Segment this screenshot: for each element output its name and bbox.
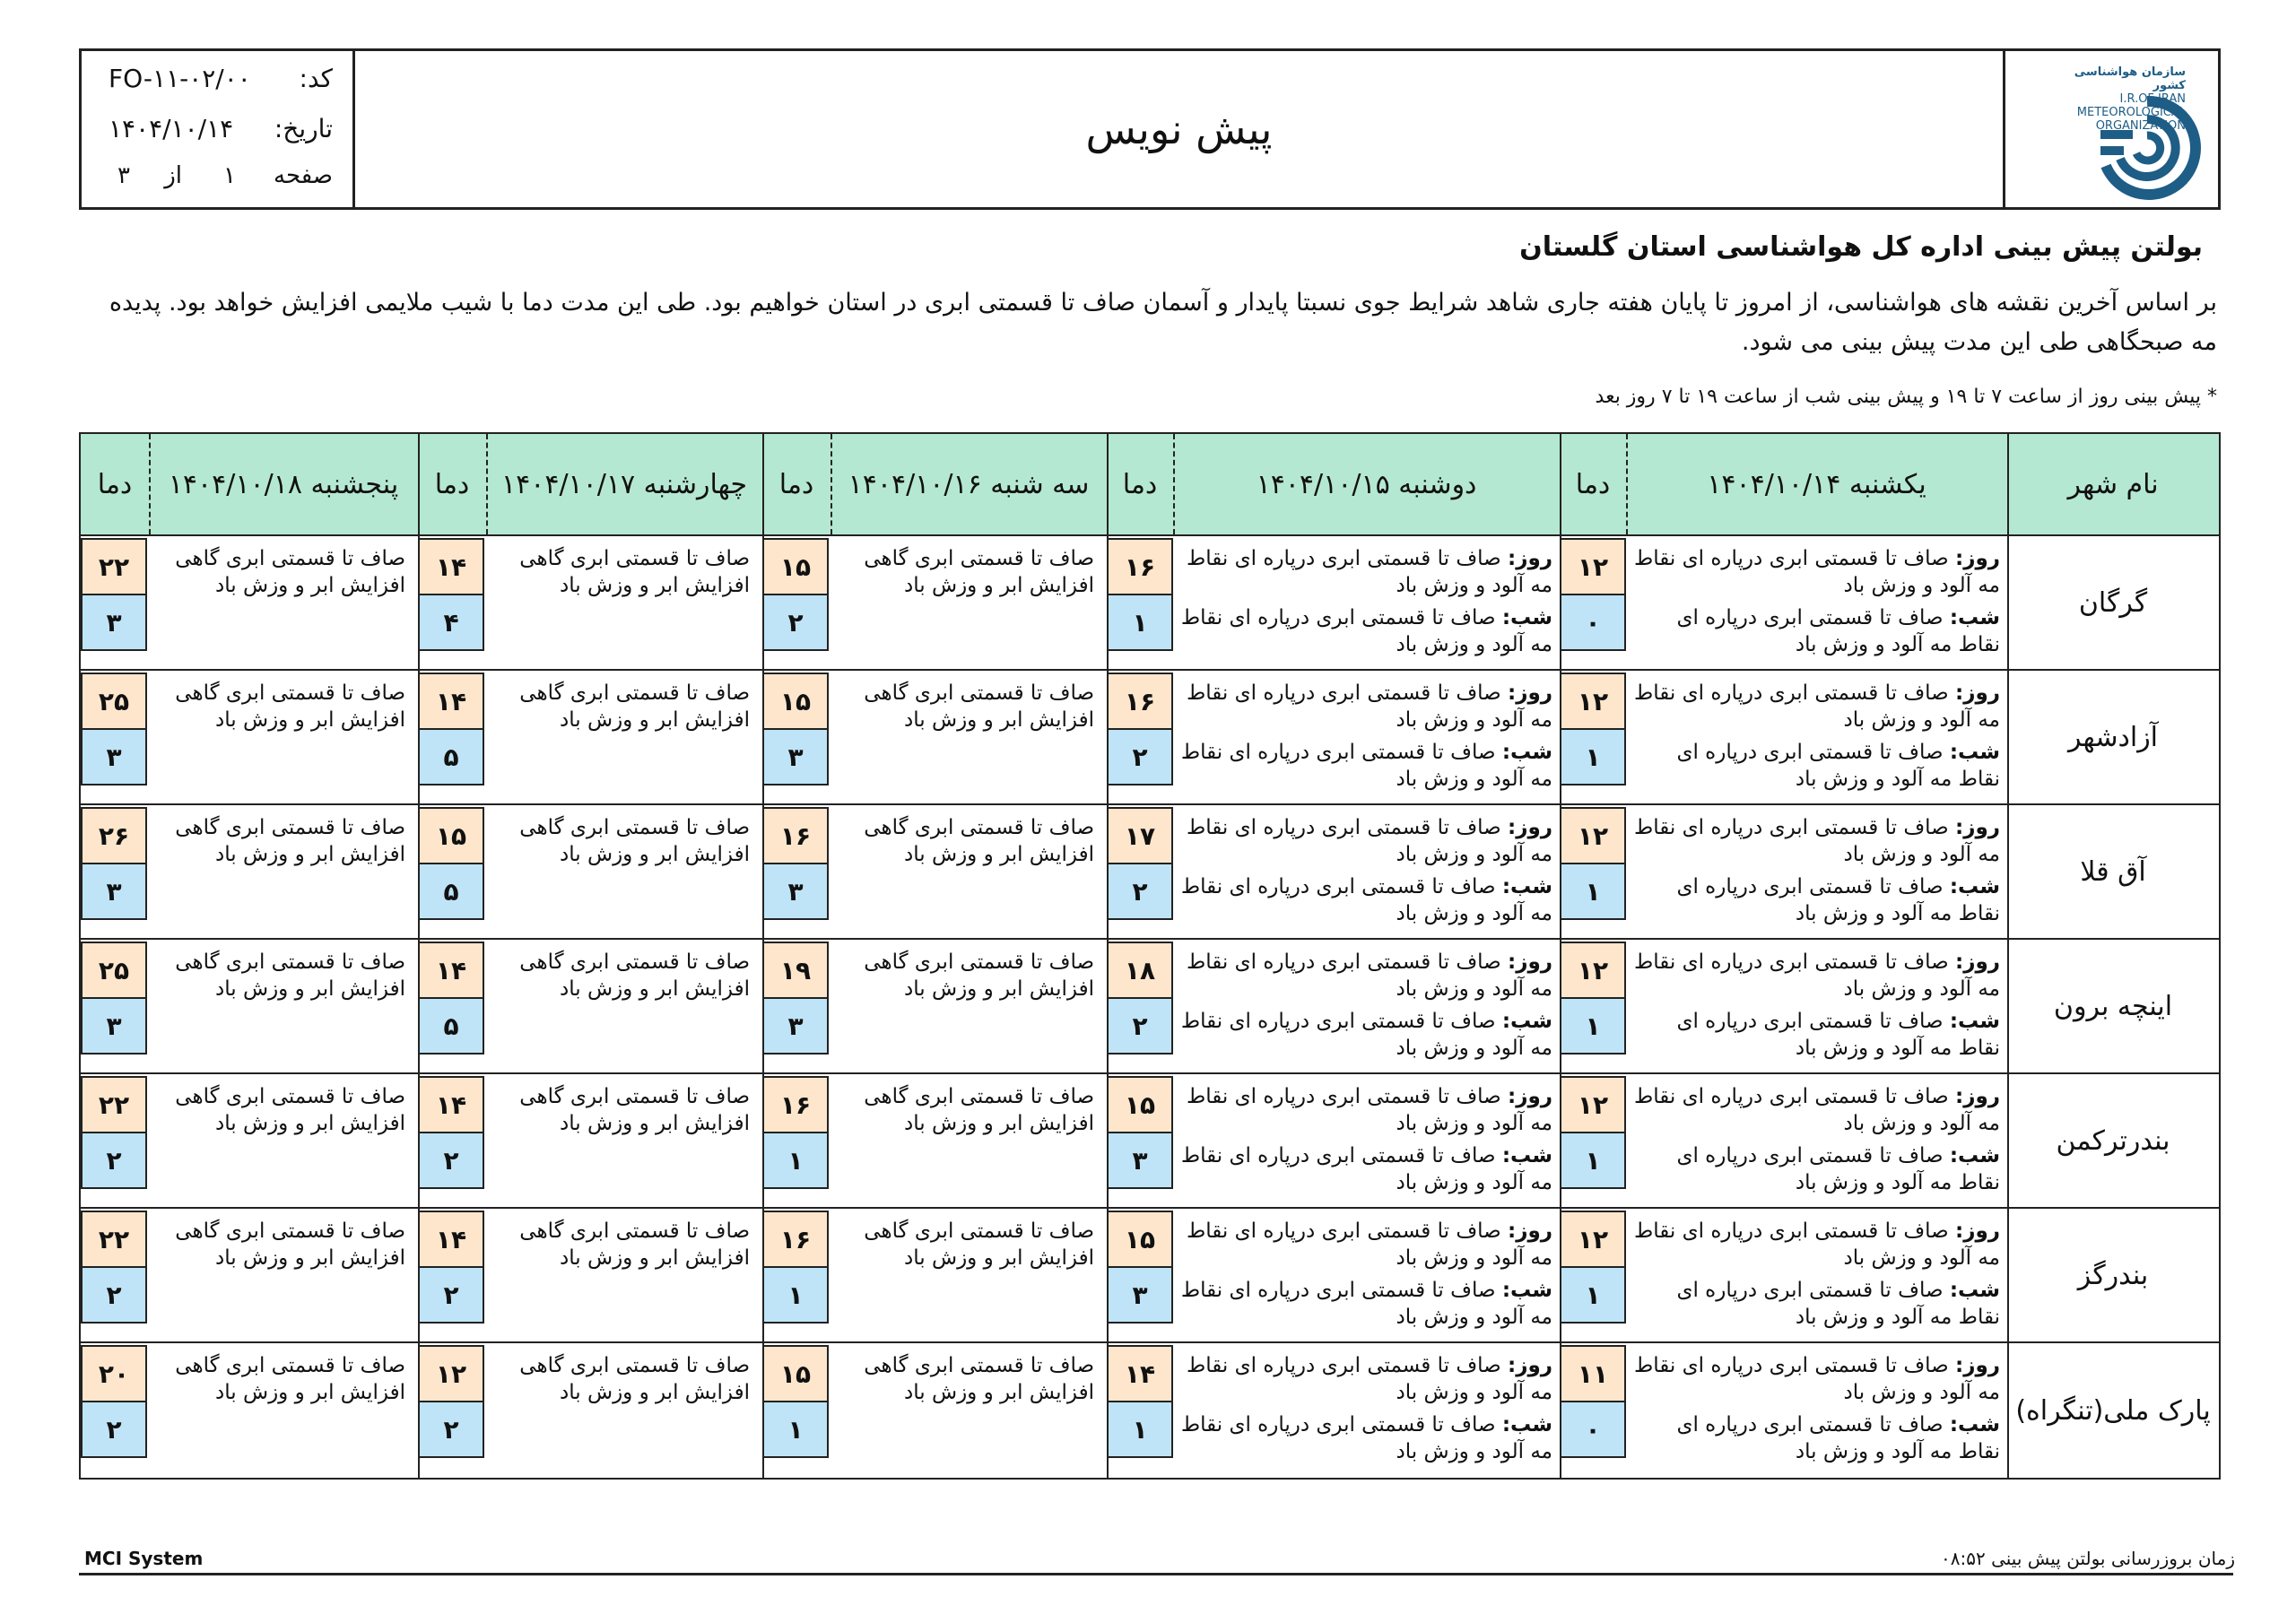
max-temperature: ۱۲ bbox=[1561, 809, 1624, 863]
max-temperature: ۱۵ bbox=[420, 809, 483, 863]
day-condition-text: صاف تا قسمتی ابری درپاره ای نقاط مه آلود و وزش باد bbox=[1634, 1354, 2000, 1404]
day-condition bbox=[1180, 1083, 1552, 1137]
day-label: روز: bbox=[1508, 681, 1552, 705]
date-value: ۱۴۰۴/۱۰/۱۴ bbox=[109, 114, 234, 143]
day-condition-text: صاف تا قسمتی ابری درپاره ای نقاط مه آلود و وزش باد bbox=[1187, 950, 1552, 1001]
night-label: شب: bbox=[1949, 741, 2000, 764]
night-condition bbox=[1180, 1142, 1552, 1196]
city-name: گرگان bbox=[2078, 586, 2148, 619]
max-temperature: ۲۲ bbox=[83, 1078, 145, 1132]
condition-text: صاف تا قسمتی ابری گاهی افزایش ابر و وزش باد bbox=[864, 547, 1094, 597]
day-condition-text: صاف تا قسمتی ابری درپاره ای نقاط مه آلود و وزش باد bbox=[1187, 1085, 1552, 1135]
column-divider bbox=[762, 434, 764, 1478]
city-column-header: نام شهر bbox=[2067, 468, 2159, 500]
day-night-condition bbox=[1180, 1218, 1552, 1331]
temp-column-header: دما bbox=[97, 468, 133, 500]
day-condition bbox=[1180, 680, 1552, 733]
footer-system-name: MCI System bbox=[84, 1548, 204, 1569]
header-dashed-divider bbox=[486, 434, 488, 534]
day-night-condition bbox=[1633, 1352, 2000, 1465]
day-condition-text: صاف تا قسمتی ابری درپاره ای نقاط مه آلود و وزش باد bbox=[1187, 1219, 1552, 1270]
condition-text: صاف تا قسمتی ابری گاهی افزایش ابر و وزش باد bbox=[519, 1085, 750, 1135]
day-label: روز: bbox=[1955, 681, 2000, 705]
min-temperature: ۱ bbox=[1561, 1132, 1624, 1187]
max-temperature: ۱۲ bbox=[1561, 1212, 1624, 1266]
day-night-condition bbox=[1633, 1083, 2000, 1196]
day-condition bbox=[1633, 814, 2000, 868]
max-temperature: ۱۴ bbox=[1109, 1347, 1171, 1401]
max-temperature: ۲۲ bbox=[83, 1212, 145, 1266]
condition-text: صاف تا قسمتی ابری گاهی افزایش ابر و وزش باد bbox=[519, 816, 750, 866]
min-temperature: ۲ bbox=[1109, 728, 1171, 784]
column-divider bbox=[1560, 434, 1561, 1478]
day-column-header: پنجشنبه ۱۴۰۴/۱۰/۱۸ bbox=[168, 468, 399, 500]
max-temperature: ۱۶ bbox=[764, 1078, 827, 1132]
max-temperature: ۱۹ bbox=[764, 943, 827, 997]
table-row bbox=[81, 536, 2219, 671]
max-temperature: ۱۲ bbox=[1561, 540, 1624, 594]
table-row bbox=[81, 1343, 2219, 1478]
night-label: شب: bbox=[1949, 1144, 2000, 1167]
bulletin-body: بر اساس آخرین نقشه های هواشناسی، از امروز تا پایان هفته جاری شاهد شرایط جوی نسبتا پایدار و آسمان صاف تا قسمتی ابری در استان خواهیم بود. طی این مدت دما با شیب ملایمی افزایش خواهد بود. پدیده مه صبحگاهی طی این مدت پیش بینی می شود. bbox=[109, 289, 2217, 356]
day-condition-text: صاف تا قسمتی ابری درپاره ای نقاط مه آلود و وزش باد bbox=[1634, 681, 2000, 732]
night-label: شب: bbox=[1501, 1279, 1552, 1302]
day-night-condition bbox=[1180, 1083, 1552, 1196]
day-condition-text: صاف تا قسمتی ابری درپاره ای نقاط مه آلود و وزش باد bbox=[1187, 816, 1552, 866]
max-temperature: ۱۵ bbox=[1109, 1212, 1171, 1266]
day-condition bbox=[1633, 1083, 2000, 1137]
temperature-box bbox=[1107, 942, 1173, 1055]
table-row bbox=[81, 1074, 2219, 1209]
temperature-box bbox=[81, 673, 147, 785]
night-condition bbox=[1180, 739, 1552, 793]
day-night-condition bbox=[1633, 545, 2000, 658]
column-divider bbox=[418, 434, 420, 1478]
condition-text: صاف تا قسمتی ابری گاهی افزایش ابر و وزش باد bbox=[864, 1219, 1094, 1270]
temperature-box bbox=[1560, 673, 1626, 785]
max-temperature: ۱۴ bbox=[420, 674, 483, 728]
condition-text: صاف تا قسمتی ابری گاهی افزایش ابر و وزش باد bbox=[519, 950, 750, 1001]
temperature-box bbox=[1107, 538, 1173, 651]
min-temperature: ۱ bbox=[1109, 594, 1171, 649]
city-name: بندرترکمن bbox=[2056, 1124, 2170, 1157]
night-label: شب: bbox=[1501, 741, 1552, 764]
night-condition bbox=[1633, 1411, 2000, 1465]
min-temperature: ۲ bbox=[420, 1266, 483, 1322]
header-dashed-divider bbox=[831, 434, 832, 534]
min-temperature: ۳ bbox=[764, 997, 827, 1053]
night-label: شب: bbox=[1949, 1010, 2000, 1033]
night-condition-text: صاف تا قسمتی ابری درپاره ای نقاط مه آلود و وزش باد bbox=[1180, 1413, 1552, 1463]
temperature-box bbox=[762, 1211, 829, 1324]
footer-update-time: زمان بروزرسانی بولتن پیش بینی ۰۸:۵۲ bbox=[1941, 1548, 2235, 1569]
day-night-condition bbox=[1633, 680, 2000, 793]
condition-text: صاف تا قسمتی ابری گاهی افزایش ابر و وزش باد bbox=[864, 816, 1094, 866]
max-temperature: ۱۲ bbox=[420, 1347, 483, 1401]
temperature-box bbox=[1560, 807, 1626, 920]
max-temperature: ۱۲ bbox=[1561, 943, 1624, 997]
max-temperature: ۲۵ bbox=[83, 943, 145, 997]
temperature-box bbox=[81, 807, 147, 920]
night-condition bbox=[1180, 1277, 1552, 1331]
min-temperature: ۲ bbox=[83, 1401, 145, 1456]
max-temperature: ۱۸ bbox=[1109, 943, 1171, 997]
night-label: شب: bbox=[1501, 1413, 1552, 1436]
day-condition bbox=[1633, 949, 2000, 1002]
min-temperature: ۳ bbox=[83, 997, 145, 1053]
max-temperature: ۱۵ bbox=[1109, 1078, 1171, 1132]
condition-text: صاف تا قسمتی ابری گاهی افزایش ابر و وزش باد bbox=[519, 547, 750, 597]
date-label: تاریخ: bbox=[274, 114, 333, 143]
document-meta bbox=[82, 51, 355, 207]
min-temperature: ۳ bbox=[1109, 1266, 1171, 1322]
min-temperature: ۰ bbox=[1561, 594, 1624, 649]
night-label: شب: bbox=[1501, 875, 1552, 898]
temperature-box bbox=[418, 807, 484, 920]
day-label: روز: bbox=[1508, 1354, 1552, 1377]
night-condition bbox=[1633, 1142, 2000, 1196]
temperature-box bbox=[762, 942, 829, 1055]
day-condition-text: صاف تا قسمتی ابری درپاره ای نقاط مه آلود و وزش باد bbox=[1187, 1354, 1552, 1404]
temperature-box bbox=[418, 1345, 484, 1458]
max-temperature: ۱۲ bbox=[1561, 1078, 1624, 1132]
min-temperature: ۳ bbox=[1109, 1132, 1171, 1187]
condition-text: صاف تا قسمتی ابری گاهی افزایش ابر و وزش باد bbox=[175, 1354, 405, 1404]
min-temperature: ۱ bbox=[1109, 1401, 1171, 1456]
min-temperature: ۰ bbox=[1561, 1401, 1624, 1456]
max-temperature: ۱۷ bbox=[1109, 809, 1171, 863]
condition-text: صاف تا قسمتی ابری گاهی افزایش ابر و وزش باد bbox=[175, 950, 405, 1001]
night-label: شب: bbox=[1949, 875, 2000, 898]
day-night-condition bbox=[1180, 814, 1552, 927]
min-temperature: ۴ bbox=[420, 594, 483, 649]
condition-text: صاف تا قسمتی ابری گاهی افزایش ابر و وزش باد bbox=[175, 681, 405, 732]
min-temperature: ۱ bbox=[1561, 997, 1624, 1053]
max-temperature: ۲۰ bbox=[83, 1347, 145, 1401]
day-night-condition bbox=[1633, 949, 2000, 1062]
temperature-box bbox=[1107, 673, 1173, 785]
night-condition-text: صاف تا قسمتی ابری درپاره ای نقاط مه آلود و وزش باد bbox=[1676, 1413, 2000, 1463]
min-temperature: ۱ bbox=[764, 1266, 827, 1322]
logo bbox=[2003, 51, 2218, 207]
condition-text: صاف تا قسمتی ابری گاهی افزایش ابر و وزش باد bbox=[519, 681, 750, 732]
condition-text: صاف تا قسمتی ابری گاهی افزایش ابر و وزش باد bbox=[864, 681, 1094, 732]
forecast-time-note: * پیش بینی روز از ساعت ۷ تا ۱۹ و پیش بینی شب از ساعت ۱۹ تا ۷ روز بعد bbox=[1595, 386, 2217, 408]
day-condition-text: صاف تا قسمتی ابری درپاره ای نقاط مه آلود و وزش باد bbox=[1634, 1085, 2000, 1135]
min-temperature: ۵ bbox=[420, 863, 483, 918]
night-condition-text: صاف تا قسمتی ابری درپاره ای نقاط مه آلود و وزش باد bbox=[1180, 1010, 1552, 1060]
night-label: شب: bbox=[1501, 606, 1552, 629]
day-night-condition bbox=[1633, 1218, 2000, 1331]
night-label: شب: bbox=[1501, 1144, 1552, 1167]
header-dashed-divider bbox=[1626, 434, 1628, 534]
temperature-box bbox=[418, 538, 484, 651]
min-temperature: ۵ bbox=[420, 997, 483, 1053]
max-temperature: ۱۵ bbox=[764, 540, 827, 594]
logo-en-line-3: ORGANIZATION bbox=[2095, 119, 2186, 133]
condition-text: صاف تا قسمتی ابری گاهی افزایش ابر و وزش باد bbox=[175, 1219, 405, 1270]
min-temperature: ۲ bbox=[420, 1132, 483, 1187]
min-temperature: ۳ bbox=[764, 863, 827, 918]
day-condition bbox=[1180, 1352, 1552, 1406]
day-night-condition bbox=[1180, 680, 1552, 793]
temperature-box bbox=[1560, 942, 1626, 1055]
logo-en-line-2: METEOROLOGICAL bbox=[2076, 106, 2186, 119]
min-temperature: ۲ bbox=[1109, 863, 1171, 918]
document-header bbox=[79, 48, 2221, 210]
day-condition-text: صاف تا قسمتی ابری درپاره ای نقاط مه آلود و وزش باد bbox=[1634, 547, 2000, 597]
max-temperature: ۱۱ bbox=[1561, 1347, 1624, 1401]
max-temperature: ۱۶ bbox=[1109, 674, 1171, 728]
max-temperature: ۱۵ bbox=[764, 1347, 827, 1401]
min-temperature: ۱ bbox=[1561, 863, 1624, 918]
day-night-condition bbox=[1180, 1352, 1552, 1465]
temperature-box bbox=[81, 1076, 147, 1189]
code-label: کد: bbox=[299, 64, 333, 93]
day-label: روز: bbox=[1955, 1219, 2000, 1243]
day-condition bbox=[1180, 814, 1552, 868]
max-temperature: ۲۲ bbox=[83, 540, 145, 594]
min-temperature: ۳ bbox=[83, 863, 145, 918]
day-condition bbox=[1180, 545, 1552, 599]
temperature-box bbox=[418, 1076, 484, 1189]
condition-text: صاف تا قسمتی ابری گاهی افزایش ابر و وزش باد bbox=[864, 1085, 1094, 1135]
day-condition bbox=[1633, 680, 2000, 733]
night-condition bbox=[1633, 1008, 2000, 1062]
temperature-box bbox=[762, 1076, 829, 1189]
max-temperature: ۲۶ bbox=[83, 809, 145, 863]
night-condition-text: صاف تا قسمتی ابری درپاره ای نقاط مه آلود و وزش باد bbox=[1180, 606, 1552, 656]
min-temperature: ۳ bbox=[83, 728, 145, 784]
day-label: روز: bbox=[1508, 816, 1552, 839]
temperature-box bbox=[762, 807, 829, 920]
max-temperature: ۱۴ bbox=[420, 540, 483, 594]
table-row bbox=[81, 805, 2219, 940]
day-condition bbox=[1633, 1218, 2000, 1271]
min-temperature: ۲ bbox=[764, 594, 827, 649]
temperature-box bbox=[1107, 1211, 1173, 1324]
min-temperature: ۳ bbox=[83, 594, 145, 649]
forecast-table bbox=[79, 432, 2221, 1480]
day-column-header: دوشنبه ۱۴۰۴/۱۰/۱۵ bbox=[1256, 468, 1477, 500]
temperature-box bbox=[1107, 807, 1173, 920]
condition-text: صاف تا قسمتی ابری گاهی افزایش ابر و وزش باد bbox=[175, 547, 405, 597]
min-temperature: ۱ bbox=[764, 1401, 827, 1456]
night-label: شب: bbox=[1949, 606, 2000, 629]
page-of: از bbox=[164, 162, 182, 189]
min-temperature: ۲ bbox=[83, 1266, 145, 1322]
condition-text: صاف تا قسمتی ابری گاهی افزایش ابر و وزش باد bbox=[519, 1219, 750, 1270]
temperature-box bbox=[81, 1211, 147, 1324]
table-header bbox=[81, 434, 2219, 536]
min-temperature: ۱ bbox=[764, 1132, 827, 1187]
night-label: شب: bbox=[1501, 1010, 1552, 1033]
temperature-box bbox=[81, 1345, 147, 1458]
city-name: بندرگز bbox=[2077, 1259, 2149, 1291]
logo-fa-text: سازمان هواشناسی کشور bbox=[2074, 65, 2186, 92]
table-body bbox=[81, 536, 2219, 1478]
temperature-box bbox=[1560, 538, 1626, 651]
day-label: روز: bbox=[1508, 950, 1552, 974]
temp-column-header: دما bbox=[1575, 468, 1611, 500]
night-condition bbox=[1633, 1277, 2000, 1331]
max-temperature: ۱۴ bbox=[420, 1212, 483, 1266]
max-temperature: ۱۲ bbox=[1561, 674, 1624, 728]
night-condition-text: صاف تا قسمتی ابری درپاره ای نقاط مه آلود و وزش باد bbox=[1676, 1144, 2000, 1194]
day-label: روز: bbox=[1955, 1085, 2000, 1108]
temperature-box bbox=[762, 1345, 829, 1458]
temperature-box bbox=[762, 538, 829, 651]
min-temperature: ۵ bbox=[420, 728, 483, 784]
day-condition bbox=[1633, 1352, 2000, 1406]
max-temperature: ۱۶ bbox=[764, 1212, 827, 1266]
temp-column-header: دما bbox=[1122, 468, 1158, 500]
page-title: پیش نویس bbox=[1085, 105, 1273, 153]
temperature-box bbox=[81, 942, 147, 1055]
night-label: شب: bbox=[1949, 1279, 2000, 1302]
day-label: روز: bbox=[1508, 1085, 1552, 1108]
day-column-header: یکشنبه ۱۴۰۴/۱۰/۱۴ bbox=[1707, 468, 1926, 500]
day-label: روز: bbox=[1955, 950, 2000, 974]
day-label: روز: bbox=[1508, 1219, 1552, 1243]
day-condition bbox=[1180, 949, 1552, 1002]
condition-text: صاف تا قسمتی ابری گاهی افزایش ابر و وزش باد bbox=[519, 1354, 750, 1404]
logo-en-line-1: I.R.OF IRAN bbox=[2119, 92, 2186, 106]
page-total: ۳ bbox=[117, 162, 130, 189]
temperature-box bbox=[1107, 1345, 1173, 1458]
night-condition-text: صاف تا قسمتی ابری درپاره ای نقاط مه آلود و وزش باد bbox=[1180, 1279, 1552, 1329]
page-number: ۱ bbox=[223, 162, 236, 189]
day-column-header: چهارشنبه ۱۴۰۴/۱۰/۱۷ bbox=[501, 468, 747, 500]
night-condition-text: صاف تا قسمتی ابری درپاره ای نقاط مه آلود و وزش باد bbox=[1676, 1279, 2000, 1329]
temperature-box bbox=[418, 673, 484, 785]
day-label: روز: bbox=[1955, 547, 2000, 570]
table-row bbox=[81, 1209, 2219, 1343]
table-row bbox=[81, 940, 2219, 1074]
max-temperature: ۱۵ bbox=[764, 674, 827, 728]
header-dashed-divider bbox=[149, 434, 151, 534]
day-condition-text: صاف تا قسمتی ابری درپاره ای نقاط مه آلود و وزش باد bbox=[1634, 816, 2000, 866]
max-temperature: ۱۶ bbox=[764, 809, 827, 863]
bulletin-title: بولتن پیش بینی اداره کل هواشناسی استان گلستان bbox=[1519, 231, 2203, 263]
code-value: FO-۱۱-۰۲/۰۰ bbox=[109, 64, 251, 93]
condition-text: صاف تا قسمتی ابری گاهی افزایش ابر و وزش باد bbox=[175, 1085, 405, 1135]
night-condition-text: صاف تا قسمتی ابری درپاره ای نقاط مه آلود و وزش باد bbox=[1676, 875, 2000, 925]
night-condition-text: صاف تا قسمتی ابری درپاره ای نقاط مه آلود و وزش باد bbox=[1676, 1010, 2000, 1060]
day-label: روز: bbox=[1955, 1354, 2000, 1377]
temperature-box bbox=[418, 942, 484, 1055]
temperature-box bbox=[418, 1211, 484, 1324]
day-condition-text: صاف تا قسمتی ابری درپاره ای نقاط مه آلود و وزش باد bbox=[1187, 547, 1552, 597]
condition-text: صاف تا قسمتی ابری گاهی افزایش ابر و وزش باد bbox=[175, 816, 405, 866]
column-divider bbox=[2007, 434, 2009, 1478]
temp-column-header: دما bbox=[778, 468, 814, 500]
min-temperature: ۲ bbox=[83, 1132, 145, 1187]
min-temperature: ۳ bbox=[764, 728, 827, 784]
day-night-condition bbox=[1180, 545, 1552, 658]
table-row bbox=[81, 671, 2219, 805]
night-condition bbox=[1180, 1411, 1552, 1465]
night-condition-text: صاف تا قسمتی ابری درپاره ای نقاط مه آلود و وزش باد bbox=[1180, 741, 1552, 791]
day-condition-text: صاف تا قسمتی ابری درپاره ای نقاط مه آلود و وزش باد bbox=[1634, 1219, 2000, 1270]
min-temperature: ۲ bbox=[420, 1401, 483, 1456]
day-night-condition bbox=[1180, 949, 1552, 1062]
night-condition-text: صاف تا قسمتی ابری درپاره ای نقاط مه آلود و وزش باد bbox=[1676, 606, 2000, 656]
day-column-header: سه شنبه ۱۴۰۴/۱۰/۱۶ bbox=[848, 468, 1090, 500]
max-temperature: ۱۴ bbox=[420, 943, 483, 997]
condition-text: صاف تا قسمتی ابری گاهی افزایش ابر و وزش باد bbox=[864, 1354, 1094, 1404]
day-night-condition bbox=[1633, 814, 2000, 927]
condition-text: صاف تا قسمتی ابری گاهی افزایش ابر و وزش باد bbox=[864, 950, 1094, 1001]
night-condition bbox=[1633, 604, 2000, 658]
city-name: آق قلا bbox=[2080, 855, 2146, 888]
footer-divider bbox=[79, 1573, 2233, 1575]
day-condition bbox=[1633, 545, 2000, 599]
night-condition-text: صاف تا قسمتی ابری درپاره ای نقاط مه آلود و وزش باد bbox=[1676, 741, 2000, 791]
page-label: صفحه bbox=[274, 162, 333, 189]
city-name: آزادشهر bbox=[2067, 721, 2159, 753]
day-label: روز: bbox=[1955, 816, 2000, 839]
night-condition-text: صاف تا قسمتی ابری درپاره ای نقاط مه آلود و وزش باد bbox=[1180, 875, 1552, 925]
day-condition-text: صاف تا قسمتی ابری درپاره ای نقاط مه آلود و وزش باد bbox=[1187, 681, 1552, 732]
min-temperature: ۲ bbox=[1109, 997, 1171, 1053]
day-condition-text: صاف تا قسمتی ابری درپاره ای نقاط مه آلود و وزش باد bbox=[1634, 950, 2000, 1001]
column-divider bbox=[1107, 434, 1109, 1478]
day-condition bbox=[1180, 1218, 1552, 1271]
night-condition bbox=[1633, 739, 2000, 793]
min-temperature: ۱ bbox=[1561, 728, 1624, 784]
day-label: روز: bbox=[1508, 547, 1552, 570]
max-temperature: ۱۴ bbox=[420, 1078, 483, 1132]
header-dashed-divider bbox=[1173, 434, 1175, 534]
temperature-box bbox=[762, 673, 829, 785]
min-temperature: ۱ bbox=[1561, 1266, 1624, 1322]
night-condition bbox=[1633, 873, 2000, 927]
max-temperature: ۱۶ bbox=[1109, 540, 1171, 594]
max-temperature: ۲۵ bbox=[83, 674, 145, 728]
temperature-box bbox=[81, 538, 147, 651]
night-condition-text: صاف تا قسمتی ابری درپاره ای نقاط مه آلود و وزش باد bbox=[1180, 1144, 1552, 1194]
night-condition bbox=[1180, 873, 1552, 927]
night-condition bbox=[1180, 1008, 1552, 1062]
temp-column-header: دما bbox=[434, 468, 470, 500]
temperature-box bbox=[1560, 1345, 1626, 1458]
temperature-box bbox=[1560, 1211, 1626, 1324]
city-name: اینچه برون bbox=[2053, 990, 2173, 1022]
temperature-box bbox=[1107, 1076, 1173, 1189]
night-label: شب: bbox=[1949, 1413, 2000, 1436]
city-name: پارک ملی(تنگراه) bbox=[2015, 1394, 2211, 1427]
night-condition bbox=[1180, 604, 1552, 658]
temperature-box bbox=[1560, 1076, 1626, 1189]
